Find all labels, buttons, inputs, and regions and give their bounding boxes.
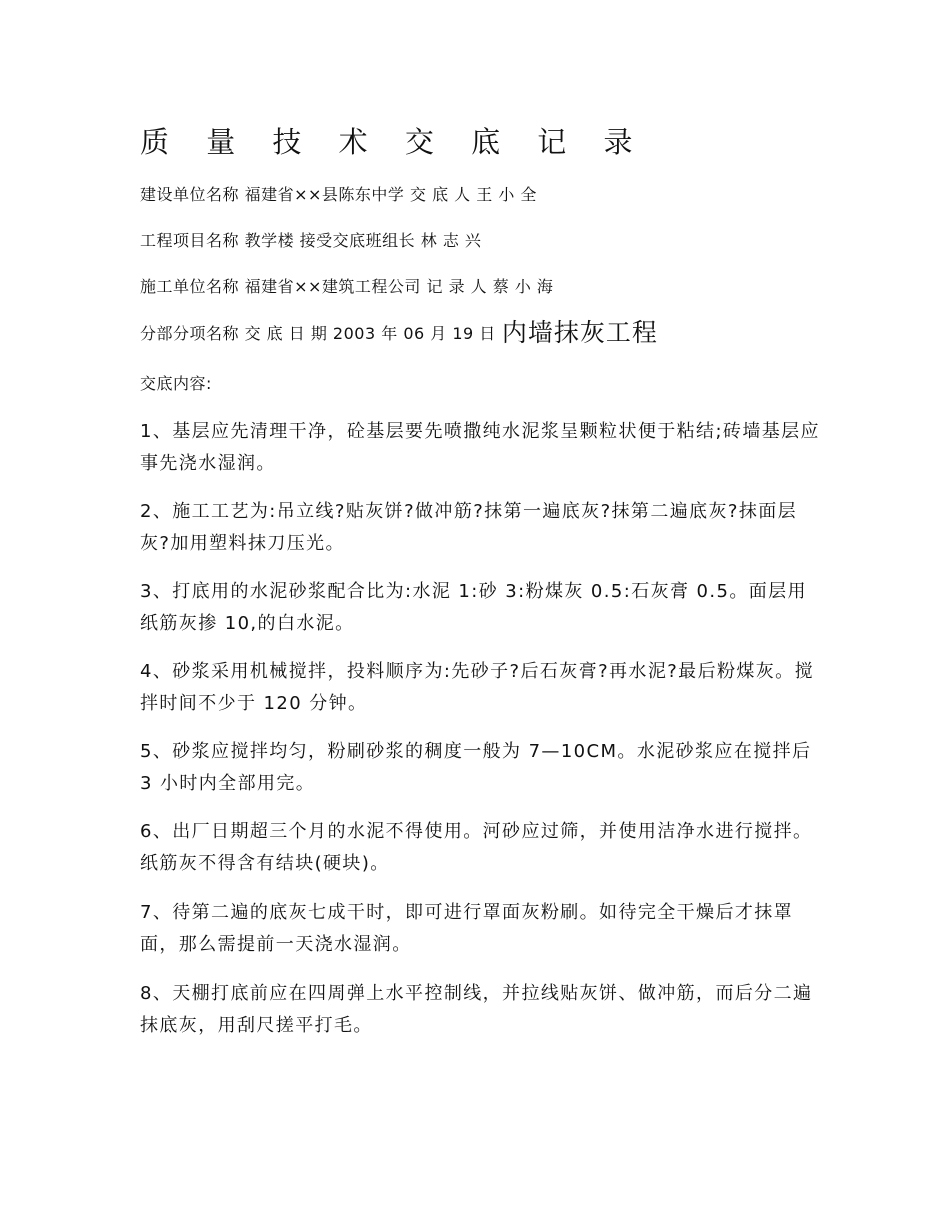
content-item-1: 1、基层应先清理干净，砼基层要先喷撒纯水泥浆呈颗粒状便于粘结;砖墙基层应事先浇水湿润。 [140,421,820,474]
meta-project-name: 工程项目名称 教学楼 接受交底班组长 林 志 兴 [140,231,482,250]
content-label: 交底内容: [140,374,212,393]
content-item-4: 4、砂浆采用机械搅拌，投料顺序为:先砂子?后石灰膏?再水泥?最后粉煤灰。搅拌时间不少于 120 分钟。 [140,661,814,714]
content-item-8: 8、天棚打底前应在四周弹上水平控制线，并拉线贴灰饼、做冲筋，而后分二遍抹底灰，用刮尺搓平打毛。 [140,983,813,1036]
content-item-7: 7、待第二遍的底灰七成干时，即可进行罩面灰粉刷。如待完全干燥后才抹罩面，那么需提前一天浇水湿润。 [140,902,794,955]
content-item-5: 5、砂浆应搅拌均匀，粉刷砂浆的稠度一般为 7—10CM。水泥砂浆应在搅拌后 3 小时内全部用完。 [140,741,812,794]
meta-contractor: 施工单位名称 福建省××建筑工程公司 记 录 人 蔡 小 海 [140,277,554,296]
meta-subproject-date [140,318,658,347]
meta-construction-unit: 建设单位名称 福建省××县陈东中学 交 底 人 王 小 全 [140,185,537,204]
content-item-2: 2、施工工艺为:吊立线?贴灰饼?做冲筋?抹第一遍底灰?抹第二遍底灰?抹面层灰?加用塑料抹刀压光。 [140,501,798,554]
meta-date-text: 分部分项名称 交 底 日 期 2003 年 06 月 19 日 [140,324,496,343]
content-item-3: 3、打底用的水泥砂浆配合比为:水泥 1:砂 3:粉煤灰 0.5:石灰膏 0.5。面层用纸筋灰掺 10,的白水泥。 [140,581,807,634]
content-item-6: 6、出厂日期超三个月的水泥不得使用。河砂应过筛，并使用洁净水进行搅拌。纸筋灰不得含有结块(硬块)。 [140,821,813,874]
meta-project-title: 内墙抹灰工程 [501,318,658,347]
document-title: 质 量 技 术 交 底 记 录 [140,125,647,159]
